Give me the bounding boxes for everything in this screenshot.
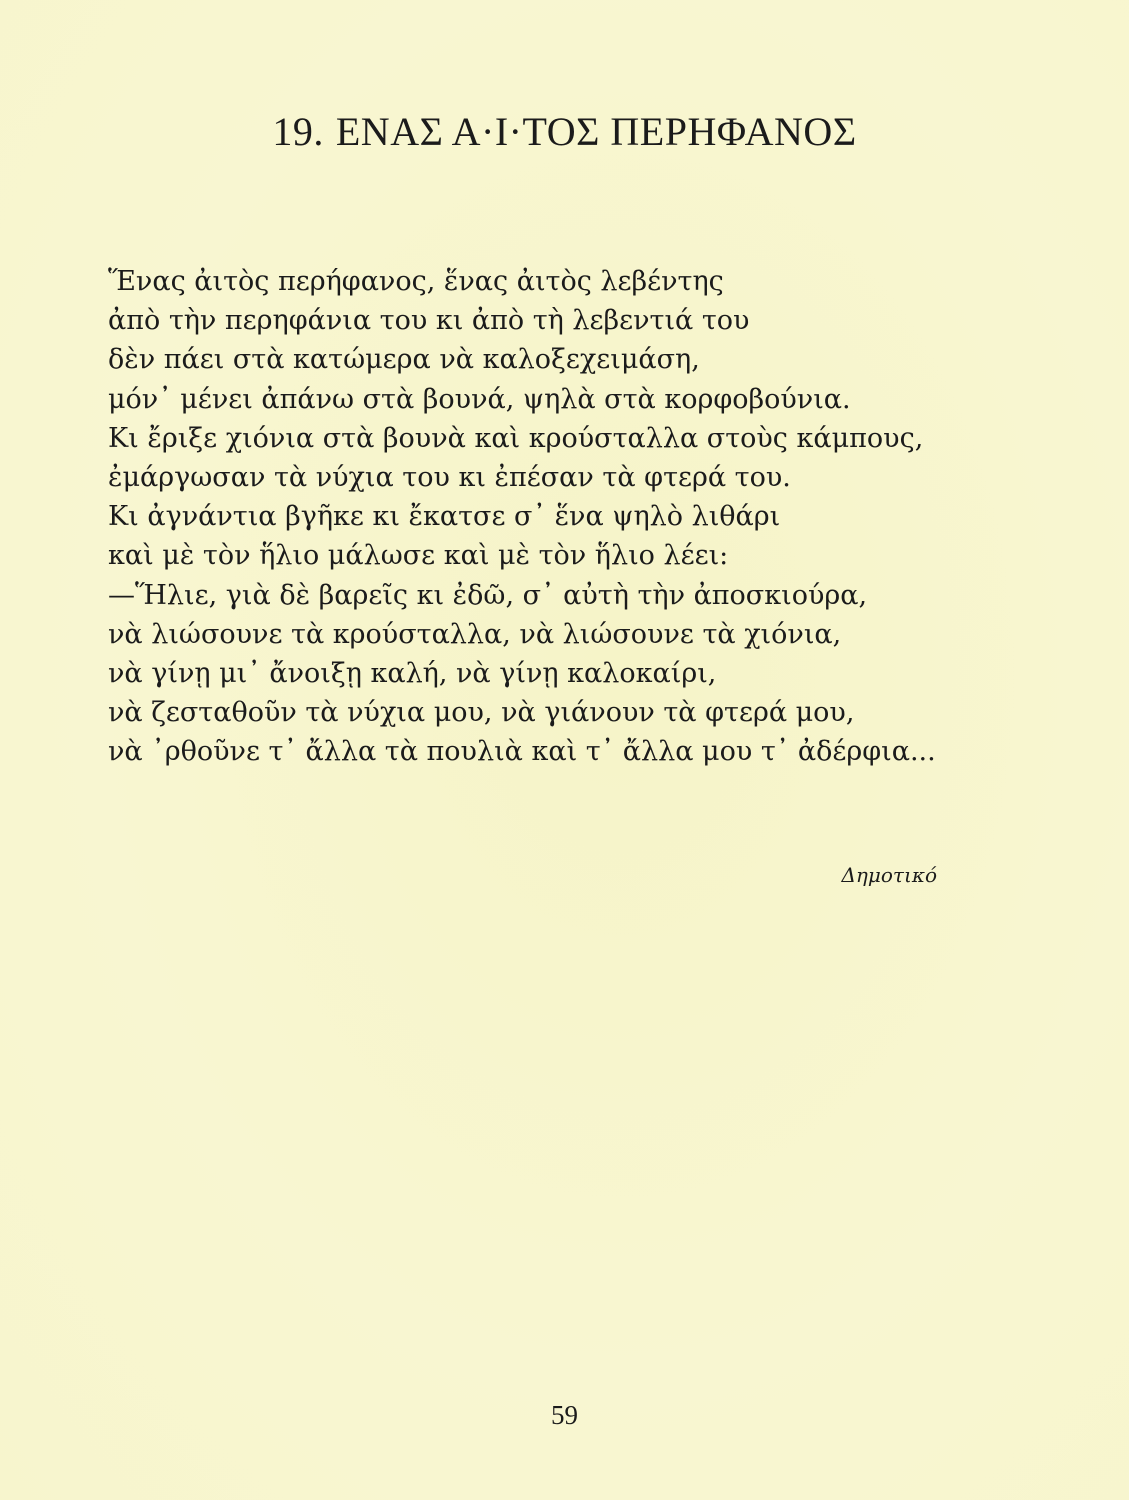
poem-line: νὰ ζεσταθοῦν τὰ νύχια μου, νὰ γιάνουν τὰ φτερά μου, [108,697,855,729]
poem-body [108,262,1008,771]
poem-line: δὲν πάει στὰ κατώμερα νὰ καλοξεχειμάση, [108,344,700,376]
poem-number: 19. [272,109,324,154]
poem-line: μόν᾽ μένει ἀπάνω στὰ βουνά, ψηλὰ στὰ κορφοβούνια. [108,383,851,415]
poem-line: Κι ἀγνάντια βγῆκε κι ἔκατσε σ᾽ ἕνα ψηλὸ λιθάρι [108,501,781,533]
poem-line: Ἕνας ἀιτὸς περήφανος, ἕνας ἀιτὸς λεβέντης [108,266,724,297]
poem-line: νὰ γίνῃ μι᾽ ἄνοιξῃ καλή, νὰ γίνῃ καλοκαίρι, [108,657,717,689]
poem-line: Κι ἔριξε χιόνια στὰ βουνὰ καὶ κρούσταλλα στοὺς κάμπους, [108,422,924,454]
poem-line: καὶ μὲ τὸν ἥλιο μάλωσε καὶ μὲ τὸν ἥλιο λέει: [108,540,729,572]
poem-source: Δημοτικό [841,863,937,887]
poem-title-text: ΕΝΑΣ Α·Ι·ΤΟΣ ΠΕΡΗΦΑΝΟΣ [335,109,857,154]
page-number: 59 [551,1400,578,1430]
poem-line: —Ἥλιε, γιὰ δὲ βαρεῖς κι ἐδῶ, σ᾽ αὐτὴ τὴν ἀποσκιούρα, [108,579,868,611]
poem-title [0,108,1129,155]
poem-line: ἀπὸ τὴν περηφάνια του κι ἀπὸ τὴ λεβεντιά του [108,305,750,337]
poem-line: νὰ λιώσουνε τὰ κρούσταλλα, νὰ λιώσουνε τὰ χιόνια, [108,618,842,650]
poem-line: νὰ ᾽ρθοῦνε τ᾽ ἄλλα τὰ πουλιὰ καὶ τ᾽ ἄλλα μου τ᾽ ἀδέρφια... [108,736,936,768]
poem-line: ἐμάργωσαν τὰ νύχια του κι ἐπέσαν τὰ φτερά του. [108,461,791,493]
